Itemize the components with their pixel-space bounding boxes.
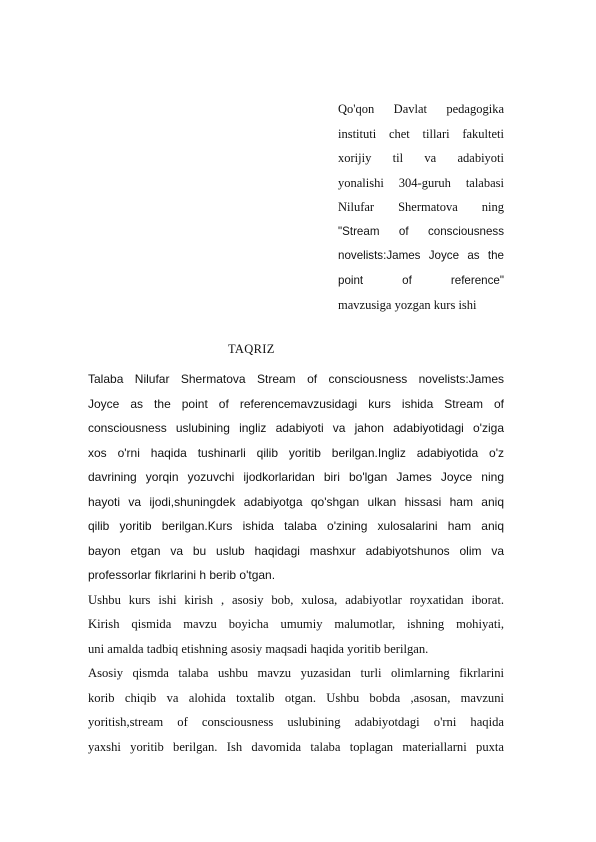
review-title: TAQRIZ — [228, 342, 275, 356]
author-info-block — [338, 97, 504, 318]
author-info-line: yonalishi 304-guruh talabasi — [338, 175, 504, 190]
body-line: Asosiy qismda talaba ushbu mavzu yuzasidan turli olimlarning fikrlarini — [88, 666, 504, 680]
body-line: yaxshi yoritib berilgan. Ish davomida talaba toplagan materiallarni puxta — [88, 739, 504, 754]
author-info-line: "Stream of consciousness — [338, 224, 504, 238]
body-line: Ushbu kurs ishi kirish , asosiy bob, xulosa, adabiyotlar royxatidan iborat. — [88, 592, 504, 607]
body-line: bayon etgan va bu uslub haqidagi mashxur adabiyotshunos olim va — [88, 543, 504, 558]
body-line: korib chiqib va alohida toxtalib otgan. Ushbu bobda ,asosan, mavzuni — [88, 690, 504, 705]
body-line: uni amalda tadbiq etishning asosiy maqsadi haqida yoritib berilgan. — [88, 641, 429, 656]
author-info-line: instituti chet tillari fakulteti — [338, 126, 504, 141]
author-info-line: Nilufar Shermatova ning — [338, 200, 504, 214]
review-body — [88, 367, 504, 759]
author-info-line: novelists:James Joyce as the — [338, 249, 504, 262]
author-info-line: Qo'qon Davlat pedagogika — [338, 102, 504, 116]
body-line: Kirish qismida mavzu boyicha umumiy malumotlar, ishning mohiyati, — [88, 617, 504, 631]
body-line: professorlar fikrlarini h berib o'tgan. — [88, 568, 276, 582]
body-line: yoritish,stream of consciousness uslubining adabiyotdagi o'rni haqida — [88, 715, 504, 729]
author-info-line: point of reference" — [338, 273, 504, 287]
body-line: hayoti va ijodi,shuningdek adabiyotga qo'shgan ulkan hissasi ham aniq — [88, 494, 504, 509]
body-line: Joyce as the point of referencemavzusidagi kurs ishida Stream of — [88, 396, 504, 411]
body-line: Talaba Nilufar Shermatova Stream of consciousness novelists:James — [88, 372, 504, 386]
body-line: davrining yorqin yozuvchi ijodkorlaridan biri bo'lgan James Joyce ning — [88, 470, 504, 484]
author-info-line: xorijiy til va adabiyoti — [338, 151, 504, 165]
body-line: qilib yoritib berilgan.Kurs ishida talaba o'zining xulosalarini ham aniq — [88, 519, 504, 533]
body-line: consciousness uslubining ingliz adabiyoti va jahon adabiyotidagi o'ziga — [88, 421, 504, 435]
body-line: xos o'rni haqida tushinarli qilib yoritib berilgan.Ingliz adabiyotida o'z — [88, 445, 504, 460]
author-info-line: mavzusiga yozgan kurs ishi — [338, 298, 477, 312]
